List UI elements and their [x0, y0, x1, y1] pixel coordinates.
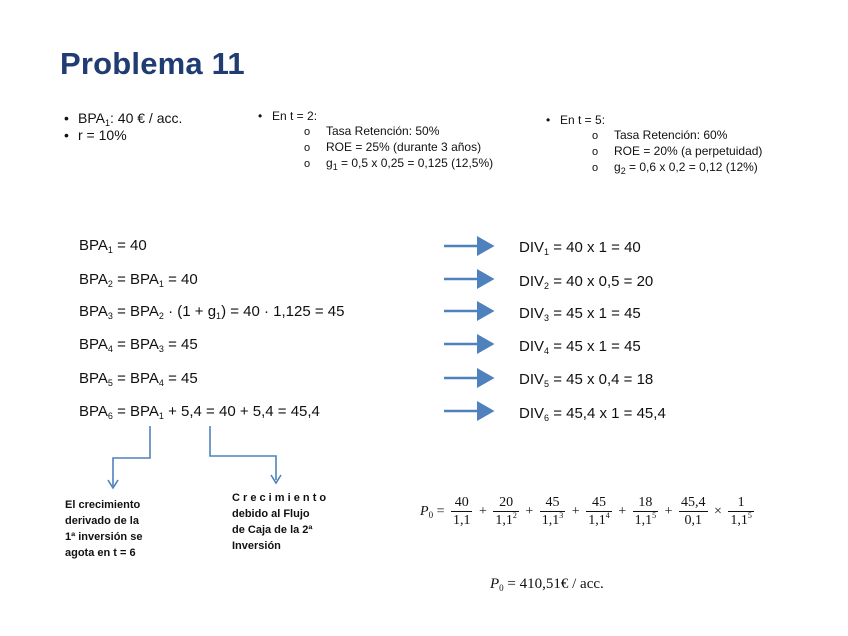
data-bullets: [64, 110, 182, 144]
valuation-formula: $P_0$ = $\frac{40}{1,1}$ + $\frac{20}{1,1^2}$ + $\frac{45}{1,1^3}$ + $\frac{45}{1,1^4}$ + $\frac{18}{1,1^5}$ + $\frac{45,4}{0,1}$ × $\frac{1}{1,1^5}$: [420, 495, 752, 528]
t2-item: o ROE = 25% (durante 3 años): [304, 140, 482, 154]
rate-bullet: • r = 10%: [64, 127, 127, 143]
bpa-5-eq: $BPA_5 = BPA_4 = 45$: [79, 370, 198, 388]
bpa-2-eq: $BPA_2 = BPA_1 = 40$: [79, 271, 198, 289]
t5-bullets: • En t = 5: o Tasa Retención: 60% o ROE = 20% (a perpetuidad) o $g_2 = 0,6$ x 0,2 = 0,12 (12%): [546, 113, 763, 176]
fraction: $\frac{18}{1,1^5}$: [634, 495, 657, 528]
t2-heading: En t = 2:: [272, 109, 318, 123]
g1-item: o $g_1 = 0,5$ x 0,25 = 0,125 (12,5%): [304, 156, 494, 172]
div-3-eq: $DIV_3 = 45$ x 1 = 45: [519, 305, 641, 323]
fraction: $\frac{45,4}{0,1}$: [681, 495, 706, 528]
t2-item: o Tasa Retención: 50%: [304, 124, 440, 138]
fraction: $\frac{1}{1,1^5}$: [730, 495, 752, 528]
div-6-eq: $DIV_6 = 45,4$ x 1 = 45,4: [519, 405, 666, 423]
div-1-eq: $DIV_1 = 40$ x 1 = 40: [519, 239, 641, 257]
note-second-investment: C r e c i m i e n t o debido al Flujo de Caja de la 2ª Inversión: [232, 492, 327, 552]
valuation-result: $P_0$ = 410,51€ / acc.: [490, 576, 604, 593]
fraction: $\frac{20}{1,1^2}$: [495, 495, 517, 528]
note-first-investment: El crecimiento derivado de la 1ª inversión se agota en t = 6: [65, 499, 143, 559]
fraction: $\frac{45}{1,1^4}$: [588, 495, 610, 528]
t5-item: o Tasa Retención: 60%: [592, 128, 728, 142]
bpa-4-eq: $BPA_4 = BPA_3 = 45$: [79, 336, 198, 354]
div-5-eq: $DIV_5 = 45$ x 0,4 = 18: [519, 371, 654, 389]
g2-item: o $g_2 = 0,6$ x 0,2 = 0,12 (12%): [592, 160, 758, 176]
t5-heading: En t = 5:: [560, 113, 606, 127]
t2-bullets: • En t = 2: o Tasa Retención: 50% o ROE = 25% (durante 3 años) o $g_1 = 0,5$ x 0,25 = 0,125 (12,5%): [258, 109, 494, 172]
div-2-eq: $DIV_2 = 40$ x 0,5 = 20: [519, 273, 654, 291]
fraction: $\frac{45}{1,1^3}$: [541, 495, 564, 528]
div-4-eq: $DIV_4 = 45$ x 1 = 45: [519, 338, 641, 356]
slide-title: Problema 11: [60, 46, 245, 81]
fraction: $\frac{40}{1,1}$: [452, 495, 471, 528]
bpa-6-eq: $BPA_6 = BPA_1 + 5,4 = 40 + 5,4 = 45,4$: [79, 403, 320, 421]
bpa-1-eq: $BPA_1 = 40$: [79, 237, 147, 255]
bpa1-bullet: • $BPA_1$: 40 € / acc.: [64, 110, 183, 128]
bracket-arrow-right-icon: [210, 426, 276, 480]
arrows-column: [444, 238, 498, 428]
bracket-arrows: [100, 420, 300, 500]
bracket-arrow-left-icon: [113, 426, 150, 486]
bpa-3-eq: $BPA_3 = BPA_2 \cdot (1 + g_1) = 40 \cdot 1,125 = 45$: [79, 303, 345, 321]
t5-item: o ROE = 20% (a perpetuidad): [592, 144, 763, 158]
